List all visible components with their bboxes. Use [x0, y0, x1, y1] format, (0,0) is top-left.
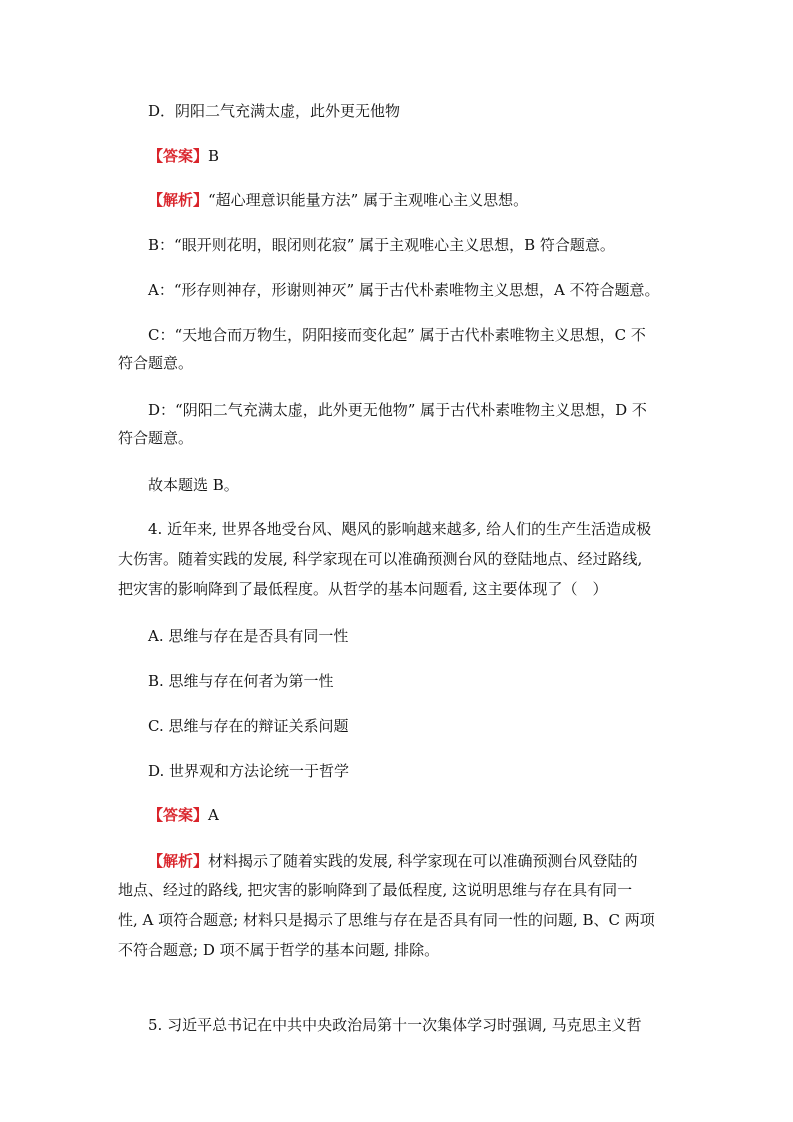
analysis-tag: 【解析】 [148, 852, 209, 870]
answer-value: B [208, 147, 220, 165]
q3-analysis-d-line1: D：“阴阳二气充满太虚，此外更无他物” 属于古代朴素唯物主义思想，D 不 [148, 401, 647, 419]
q3-option-d: D．阴阳二气充满太虚，此外更无他物 [148, 102, 401, 120]
q4-analysis-line4: 不符合题意; D 项不属于哲学的基本问题, 排除。 [118, 941, 440, 959]
q3-answer [148, 143, 708, 170]
q4-option-c: C. 思维与存在的辩证关系问题 [148, 717, 349, 735]
q4-analysis-line2: 地点、经过的路线, 把灾害的影响降到了最低程度, 这说明思维与存在具有同一 [118, 881, 633, 899]
answer-tag: 【答案】 [148, 147, 209, 165]
q4-option-d: D. 世界观和方法论统一于哲学 [148, 762, 350, 780]
q4-answer [148, 802, 708, 829]
answer-tag: 【答案】 [148, 806, 209, 824]
q4-analysis-line1 [148, 848, 708, 875]
q3-analysis-a: A：“形存则神存，形谢则神灭” 属于古代朴素唯物主义思想，A 不符合题意。 [148, 281, 660, 299]
answer-value: A [208, 806, 219, 824]
q4-option-b: B. 思维与存在何者为第一性 [148, 672, 334, 690]
q4-stem-line3: 把灾害的影响降到了最低程度。从哲学的基本问题看, 这主要体现了（ ） [118, 580, 608, 598]
analysis-text: 材料揭示了随着实践的发展, 科学家现在可以准确预测台风登陆的 [208, 852, 638, 870]
q4-stem-line2: 大伤害。随着实践的发展, 科学家现在可以准确预测台风的登陆地点、经过路线, [118, 550, 643, 568]
analysis-tag: 【解析】 [148, 191, 209, 209]
q3-analysis-c-line2: 符合题意。 [118, 354, 194, 372]
analysis-text: “超心理意识能量方法” 属于主观唯心主义思想。 [208, 191, 529, 209]
q3-conclusion: 故本题选 B。 [148, 476, 239, 494]
q3-analysis-d-line2: 符合题意。 [118, 429, 194, 447]
q4-analysis-line3: 性, A 项符合题意; 材料只是揭示了思维与存在是否具有同一性的问题, B、C 两项 [118, 911, 655, 929]
q3-analysis-intro [148, 187, 708, 214]
q4-stem-line1: 4. 近年来, 世界各地受台风、飓风的影响越来越多, 给人们的生产生活造成极 [148, 520, 652, 538]
q4-option-a: A. 思维与存在是否具有同一性 [148, 627, 349, 645]
q3-analysis-b: B：“眼开则花明，眼闭则花寂” 属于主观唯心主义思想，B 符合题意。 [148, 236, 615, 254]
q5-stem-line1: 5. 习近平总书记在中共中央政治局第十一次集体学习时强调, 马克思主义哲 [148, 1016, 642, 1034]
q3-analysis-c-line1: C：“天地合而万物生，阴阳接而变化起” 属于古代朴素唯物主义思想，C 不 [148, 326, 646, 344]
